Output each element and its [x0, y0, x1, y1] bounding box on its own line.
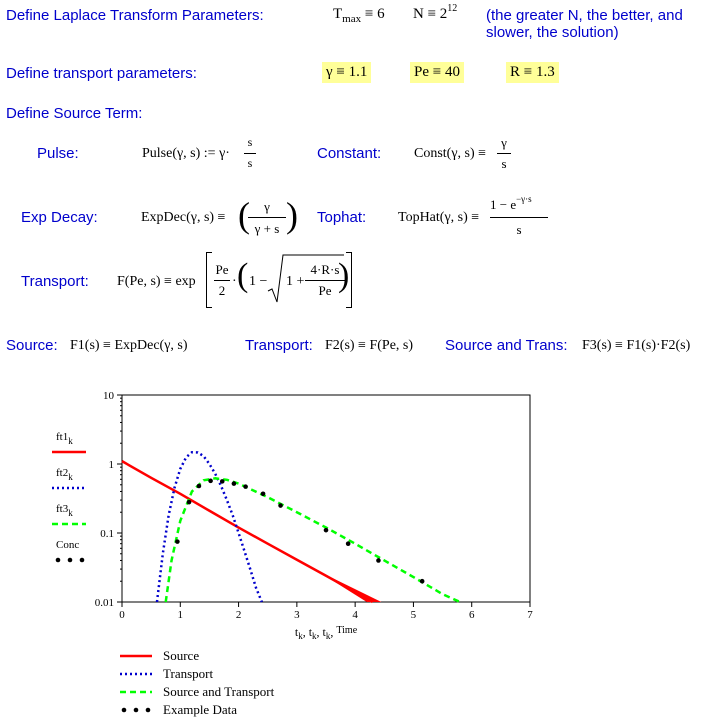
plot-frame — [122, 395, 530, 602]
tophat-lhs: TopHat(γ, s) ≡ — [398, 210, 480, 225]
gamma-definition: γ ≡ 1.1 — [322, 62, 371, 83]
transport-inner-den: Pe — [318, 283, 332, 298]
transport-lhs: F(Pe, s) ≡ exp — [117, 274, 196, 289]
bottom-legend-dot — [134, 708, 139, 713]
tophat-frac-bar — [490, 217, 548, 218]
pe-definition: Pe ≡ 40 — [410, 62, 464, 83]
pulse-frac-num: s — [247, 135, 253, 149]
data-point — [175, 539, 180, 544]
series-line — [157, 452, 262, 602]
n-note-line1: (the greater N, the better, and — [486, 7, 683, 24]
const-frac-num: γ — [501, 135, 507, 150]
x-axis-label: $t_k$, $t_k$, $t_k$, $^{Time}$ — [294, 625, 358, 641]
bottom-legend-label: Source — [163, 648, 200, 663]
x-tick-label: 3 — [294, 609, 300, 621]
side-legend-dot — [56, 558, 61, 563]
expdec-lhs: ExpDec(γ, s) ≡ — [141, 210, 226, 225]
source-term-label: Define Source Term: — [6, 105, 143, 122]
sourcetrans-def: F3(s) ≡ F1(s)·F2(s) — [582, 338, 691, 353]
tophat-frac-den: s — [516, 222, 522, 237]
data-point — [208, 479, 213, 484]
side-legend-label: $ft2_k$ — [56, 467, 73, 482]
transport-bracket-left — [206, 252, 212, 308]
bottom-legend-dot — [122, 708, 127, 713]
transport-pe-num: Pe — [215, 262, 229, 277]
laplace-params-label: Define Laplace Transform Parameters: — [6, 7, 264, 24]
expdec-paren-left: ( — [238, 195, 250, 235]
expdec-frac-num: γ — [264, 199, 270, 214]
n-exponent: 12 — [447, 3, 458, 14]
transport-def-label: Transport: — [245, 337, 313, 354]
expdecay-label: Exp Decay: — [21, 209, 98, 226]
const-lhs: Const(γ, s) ≡ — [414, 146, 487, 161]
source-tail-wedge — [314, 569, 381, 602]
transport-one-plus: 1 + — [286, 274, 305, 289]
tophat-label: Tophat: — [317, 209, 367, 226]
data-point — [220, 479, 225, 484]
side-legend-dot — [80, 558, 85, 563]
expdec-paren-right: ) — [286, 195, 298, 235]
data-point — [187, 500, 192, 505]
n-base: N ≡ 2 — [413, 6, 448, 22]
transport-label: Transport: — [21, 273, 89, 290]
tmax-subscript: max — [342, 13, 362, 25]
y-tick-label: 0.1 — [100, 528, 114, 540]
sourcetrans-def-label: Source and Trans: — [445, 337, 568, 354]
n-note — [486, 7, 683, 41]
transport-pe-bar — [214, 280, 230, 281]
side-legend-label: $ft3_k$ — [56, 503, 73, 518]
pulse-frac-bar — [244, 153, 256, 154]
x-tick-label: 7 — [527, 609, 533, 621]
transport-params-label: Define transport parameters: — [6, 65, 197, 82]
x-tick-label: 2 — [235, 609, 242, 621]
data-point — [420, 579, 425, 584]
x-tick-label: 0 — [119, 609, 125, 621]
transport-two-den: 2 — [218, 283, 226, 298]
data-point — [346, 541, 351, 546]
pulse-label: Pulse: — [37, 145, 79, 162]
n-note-line2: slower, the solution) — [486, 24, 619, 41]
pulse-frac-den: s — [247, 156, 253, 170]
pulse-lhs: Pulse(γ, s) := γ· — [142, 146, 230, 161]
const-frac-den: s — [501, 156, 507, 171]
side-legend-label: $ft1_k$ — [56, 431, 73, 446]
tmax-definition — [333, 6, 385, 23]
transport-def: F2(s) ≡ F(Pe, s) — [325, 338, 414, 353]
y-tick-label: 1 — [108, 459, 114, 471]
data-point — [197, 484, 202, 489]
source-def-label: Source: — [6, 337, 58, 354]
x-tick-label: 5 — [410, 609, 417, 621]
r-definition: R ≡ 1.3 — [506, 62, 559, 83]
data-point — [324, 528, 329, 533]
bottom-legend-dot — [146, 708, 151, 713]
bottom-legend-label: Example Data — [163, 702, 237, 717]
transport-paren-left: ( — [237, 257, 249, 294]
transport-bracket-right — [346, 252, 352, 308]
x-tick-label: 4 — [352, 609, 358, 621]
tmax-base: T — [333, 6, 343, 22]
transport-dot: · — [232, 274, 237, 289]
transport-inner-num: 4·R·s — [310, 262, 340, 277]
concentration-plot — [0, 380, 713, 726]
side-legend-dot — [68, 558, 73, 563]
side-legend-label: Conc — [56, 539, 80, 551]
data-point — [278, 503, 283, 508]
x-tick-label: 1 — [177, 609, 184, 621]
expdec-frac-bar — [248, 217, 286, 218]
y-tick-label: 0.01 — [94, 597, 114, 609]
data-point — [376, 558, 381, 563]
n-definition — [413, 3, 458, 23]
tophat-num-base: 1 − e — [490, 197, 517, 212]
transport-one-minus: 1 − — [249, 274, 268, 289]
source-def: F1(s) ≡ ExpDec(γ, s) — [70, 338, 188, 353]
data-point — [261, 491, 266, 496]
bottom-legend-label: Transport — [163, 666, 214, 681]
expdec-frac-den: γ + s — [254, 221, 280, 236]
data-point — [243, 484, 248, 489]
bottom-legend-label: Source and Transport — [163, 684, 275, 699]
tophat-num-exp: −γ·s — [516, 194, 532, 204]
tophat-frac-num — [490, 194, 532, 213]
data-point — [232, 481, 237, 486]
x-tick-label: 6 — [468, 609, 475, 621]
tmax-value: ≡ 6 — [364, 6, 385, 22]
transport-paren-right: ) — [338, 257, 350, 294]
constant-label: Constant: — [317, 145, 382, 162]
series-line — [166, 478, 460, 602]
y-tick-label: 10 — [103, 390, 114, 402]
const-frac-bar — [497, 153, 511, 154]
